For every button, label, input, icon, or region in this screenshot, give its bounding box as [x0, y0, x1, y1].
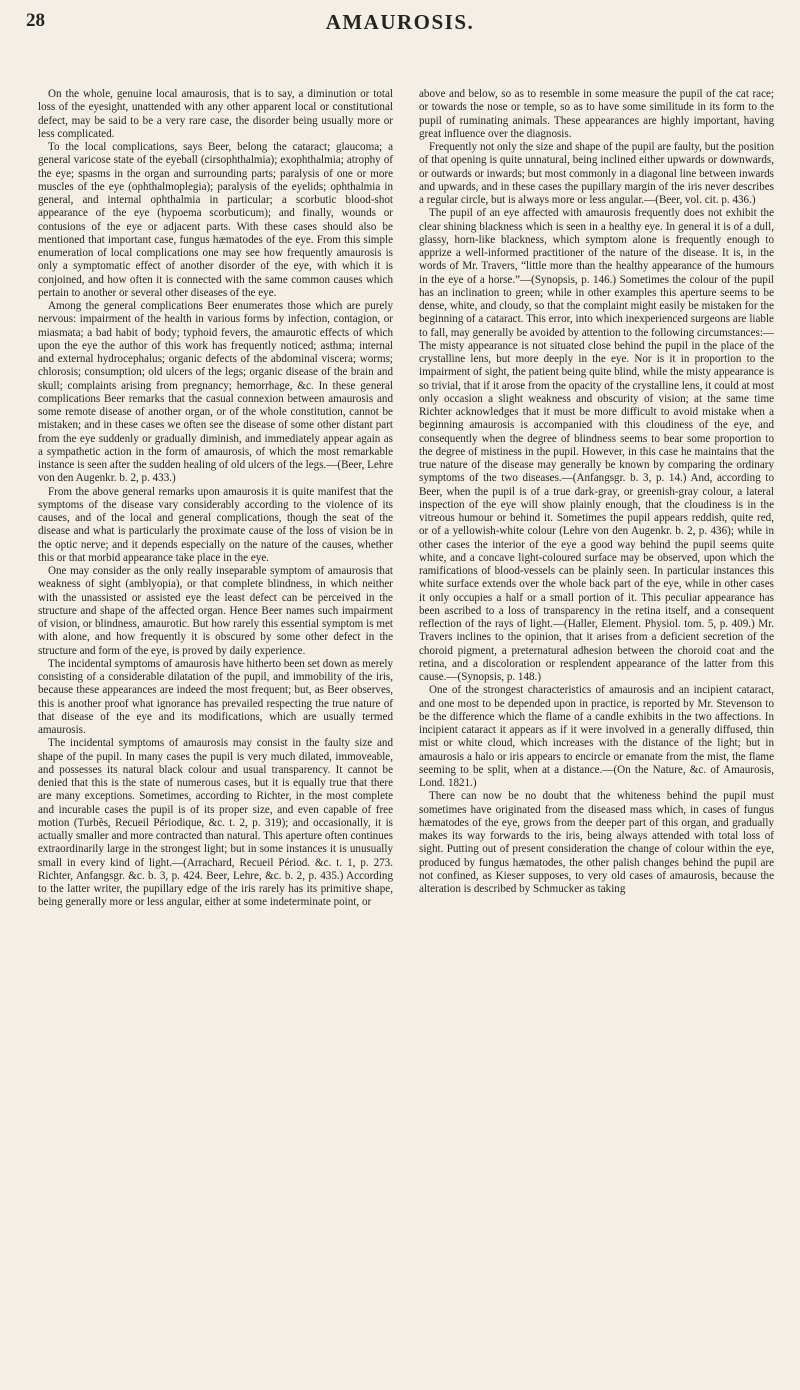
page-header — [0, 6, 800, 36]
paragraph: The pupil of an eye affected with amaurosis frequently does not exhibit the clear shining blackness which is seen in a healthy eye. In general it is of a dull, glassy, horn-like blackness, which symptom alone is frequently enough to apprize a well-informed practitioner of the nature of the disease. It is, in the words of Mr. Travers, “little more than the healthy appearance of the humours in the eye of a horse.”—(Synopsis, p. 146.) Sometimes the colour of the pupil has an inclination to green; while in other examples this aperture seems to be dense, white, and cloudy, so that the complaint might easily be mistaken for the beginning of a cataract. This error, into which inexperienced surgeons are liable to fall, may generally be avoided by attention to the following circumstances:— The misty appearance is not situated close behind the pupil in the place of the crystalline lens, but more deeply in the eye. Nor is it in proportion to the impairment of sight, the patient being quite blind, while the misty appearance is so trivial, that if it arose from the opacity of the crystalline lens, it could at most only occasion a slight weakness and obscurity of vision; at the same time Richter acknowledges that it must be more difficult to avoid mistake when a beginning amaurosis is accompanied with this cloudiness of the eye, and consequently when the degree of blindness seems to bear some proportion to the degree of mistiness in the pupil. However, in this case he maintains that the true nature of the disease may generally be known by comparing the ordinary symptoms of the two diseases.—(Anfangsgr. b. 3, p. 14.) And, according to Beer, when the pupil is of a true dark-gray, or greenish-gray colour, a lateral inspection of the eye will show plainly enough, that the cloudiness is in the vitreous humour or behind it. Sometimes the pupil appears reddish, quite red, or of a yellowish-white colour (Lehre von den Augenkr. b. 2, p. 436); while in other cases the interior of the eye a good way behind the pupil seems quite white, and a concave light-coloured surface may be observed, upon which the ramifications of blood-vessels can be plainly seen. In particular instances this white surface extends over the whole back part of the eye, while in other cases it only occupies a half or a small portion of it. This peculiar appearance has been ascribed to a loss of transparency in the retina itself, and a consequent reflection of the rays of light.—(Haller, Element. Physiol. tom. 5, p. 409.) Mr. Travers inclines to the opinion, that it arises from a deficient secretion of the choroid pigment, a preternatural adhesion between the choroid coat and the retina, and a discoloration or resplendent appearance of the latter from this cause.—(Synopsis, p. 148.) — [419, 207, 774, 683]
paragraph: Frequently not only the size and shape of the pupil are faulty, but the position of that opening is quite unnatural, being inclined either upwards or downwards, or outwards or inwards; but most commonly in a diagonal line between inwards and upwards, and in these cases the pupillary margin of the iris never describes a regular circle, but is always more or less angular.—(Beer, vol. cit. p. 436.) — [419, 141, 774, 206]
left-column — [38, 88, 393, 1373]
paragraph: The incidental symptoms of amaurosis have hitherto been set down as merely consisting of a considerable dilatation of the pupil, and immobility of the iris, because these appearances are indeed the most frequent; but, as Beer observes, this is another proof what ignorance has prevailed respecting the true nature of that disease of the eye and its modifications, which are usually termed amaurosis. — [38, 657, 393, 736]
right-column — [419, 88, 774, 1373]
paragraph-continued: above and below, so as to resemble in some measure the pupil of the cat race; or towards the nose or temple, so as to have some similitude in its form to the pupil of ruminating animals. These appearances are highly important, having great influence over the diagnosis. — [419, 88, 774, 140]
paragraph: There can now be no doubt that the whiteness behind the pupil must sometimes have originated from the diseased mass which, in cases of fungus hæmatodes of the eye, grows from the deeper part of this organ, and gradually makes its way forwards to the iris, being always attended with total loss of sight. Putting out of present consideration the change of colour within the eye, produced by fungus hæmatodes, the other palish changes behind the pupil are not confined, as Kieser supposes, to very old cases of amaurosis, because the alteration is described by Schmucker as taking — [419, 790, 774, 895]
paragraph: On the whole, genuine local amaurosis, that is to say, a diminution or total loss of the eyesight, unattended with any other apparent local or constitutional defect, may be said to be a very rare case, the disorder being usually more or less complicated. — [38, 88, 393, 140]
page-number: 28 — [26, 10, 45, 31]
paragraph: To the local complications, says Beer, belong the cataract; glaucoma; a general varicose state of the eyeball (cirsophthalmia); exophthalmia; atrophy of the eye; spasms in the organ and surrounding parts; paralysis of one or more muscles of the eye (ophthalmoplegia); paralysis of the eyelids; ophthalmia in general, and internal ophthalmia in particular; a scorbutic blood-shot appearance of the eye (hypoema scorbuticum); and finally, wounds or contusions of the eye or adjacent parts. With these cases should also be mentioned that important case, fungus hæmatodes of the eye. From this simple enumeration of local complications one may see how frequently amaurosis is only a symptomatic effect of another disorder of the eye, with which it is conjoined, and how often it is connected with the same common causes which pertain to another or several other diseases of the eye. — [38, 141, 393, 299]
paragraph: The incidental symptoms of amaurosis may consist in the faulty size and shape of the pupil. In many cases the pupil is very much dilated, immoveable, and possesses its natural black colour and usual transparency. It cannot be denied that this is the state of numerous cases, but it is equally true that there are many exceptions. Sometimes, according to Richter, in the most complete and incurable cases the pupil is of its proper size, and even capable of free motion (Turbès, Recueil Périodique, &c. t. 2, p. 319); and occasionally, it is actually smaller and more contracted than natural. This aperture often continues extraordinarily large in the strongest light; but in some instances it is unusually small in every kind of light.—(Arrachard, Recueil Périod. &c. t. 1, p. 273. Richter, Anfangsgr. &c. b. 3, p. 424. Beer, Lehre, &c. b. 2, p. 435.) According to the latter writer, the pupillary edge of the iris rarely has its primitive shape, being generally more or less angular, either at some indeterminate point, or — [38, 737, 393, 909]
paragraph: From the above general remarks upon amaurosis it is quite manifest that the symptoms of the disease vary considerably according to the violence of its causes, and of the local and general complications, though the seat of the disease and what is particularly the proximate cause of the loss of vision be in the optic nerve; and it depends especially on the nature of the causes, whether this or that morbid appearance take place in the eye. — [38, 485, 393, 564]
paragraph: One of the strongest characteristics of amaurosis and an incipient cataract, and one most to be depended upon in practice, is reported by Mr. Stevenson to be the difference which the flame of a candle exhibits in the two affections. In incipient cataract it appears as if it were involved in a generally diffused, thin mist or white cloud, which increases with the distance of the light; but in amaurosis a halo or iris appears to encircle or emanate from the mist, the flame seeming to be split, when at a distance.—(On the Nature, &c. of Amaurosis, Lond. 1821.) — [419, 684, 774, 789]
running-head: AMAUROSIS. — [325, 10, 475, 34]
paragraph: Among the general complications Beer enumerates those which are purely nervous: impairment of the health in various forms by infection, contagion, or miasmata; a bad habit of body; typhoid fevers, the amaurotic effects of which upon the eye the author of this work has frequently noticed; asthma; internal and external hydrocephalus; organic defects of the abdominal viscera; worms; chlorosis; consumption; old ulcers of the legs; organic disease of the brain and skull; complaints arising from pregnancy; hemorrhage, &c. In these general complications Beer remarks that the casual connexion between amaurosis and some remote disease of another organ, or of the whole constitution, cannot be mistaken; and in these cases we often see the disease of some other distant part from the eye suddenly or gradually diminish, and immediately appear again as a sympathetic action in the form of amaurosis, of which the most remarkable instance is seen after the sudden healing of old ulcers of the legs.—(Beer, Lehre von den Augenkr. b. 2, p. 433.) — [38, 300, 393, 485]
paragraph: One may consider as the only really inseparable symptom of amaurosis that weakness of sight (amblyopia), or that complete blindness, in which neither with the unassisted or assisted eye the least defect can be perceived in the structure and shape of the affected organ. Hence Beer names such impairment of vision, or blindness, amaurotic. But how rarely this essential symptom is met with alone, and how frequently it is obscured by some other defect in the structure and form of the eye, is proved by daily experience. — [38, 565, 393, 657]
